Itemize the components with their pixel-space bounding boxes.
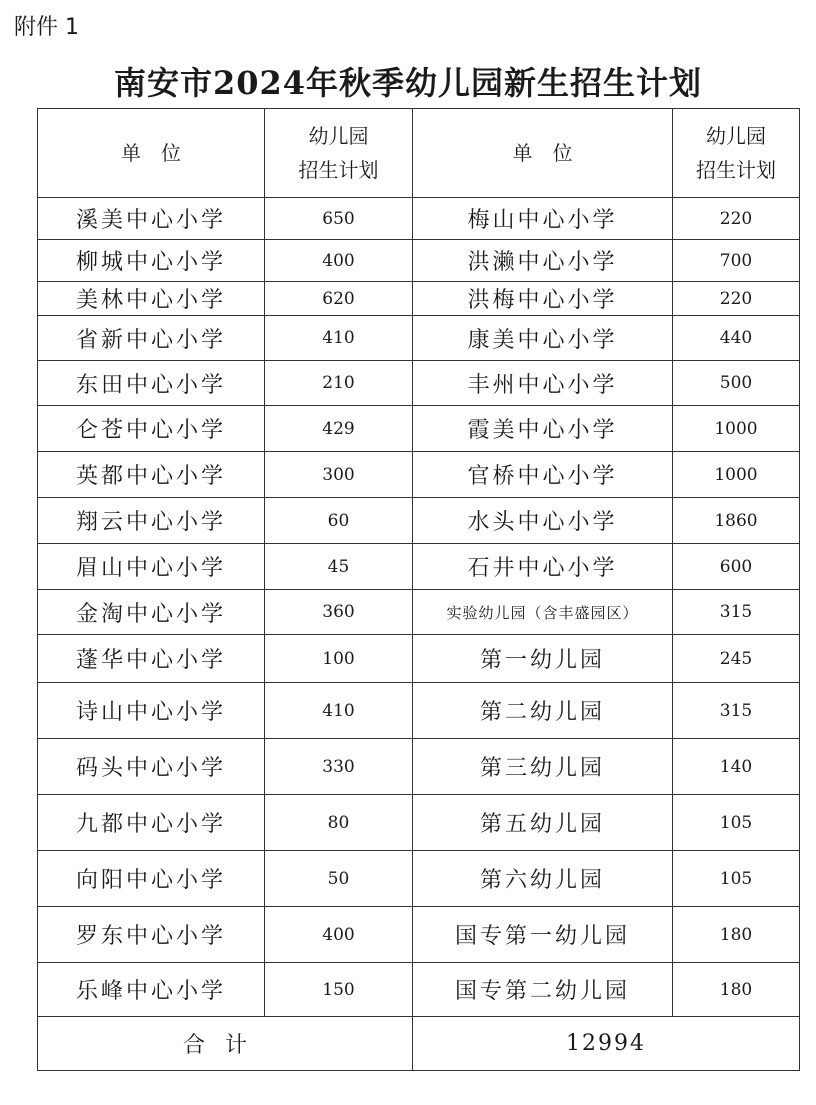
- right-unit-name: 第三幼儿园: [413, 739, 673, 795]
- table-row: [38, 240, 800, 282]
- right-unit-name: 洪梅中心小学: [413, 282, 673, 316]
- left-plan-value: 429: [265, 406, 413, 452]
- table-row: [38, 406, 800, 452]
- table-row: [38, 683, 800, 739]
- left-unit-name: 金淘中心小学: [38, 590, 265, 635]
- left-plan-value: 620: [265, 282, 413, 316]
- right-unit-name: 国专第一幼儿园: [413, 907, 673, 963]
- header-plan-line1: 幼儿园: [308, 124, 369, 148]
- right-unit-name: 水头中心小学: [413, 498, 673, 544]
- right-plan-value: 180: [673, 963, 800, 1017]
- left-plan-value: 50: [265, 851, 413, 907]
- left-plan-value: 100: [265, 635, 413, 683]
- left-plan-value: 60: [265, 498, 413, 544]
- right-plan-value: 220: [673, 282, 800, 316]
- right-plan-value: 180: [673, 907, 800, 963]
- left-unit-name: 蓬华中心小学: [38, 635, 265, 683]
- header-plan-right: [673, 109, 800, 198]
- left-unit-name: 省新中心小学: [38, 316, 265, 361]
- left-plan-value: 650: [265, 198, 413, 240]
- left-unit-name: 美林中心小学: [38, 282, 265, 316]
- right-unit-name: 官桥中心小学: [413, 452, 673, 498]
- right-unit-name: 第六幼儿园: [413, 851, 673, 907]
- enrollment-table: [37, 108, 800, 1071]
- left-unit-name: 向阳中心小学: [38, 851, 265, 907]
- right-unit-name: 洪濑中心小学: [413, 240, 673, 282]
- left-plan-value: 410: [265, 316, 413, 361]
- right-plan-value: 315: [673, 590, 800, 635]
- right-unit-name: 第二幼儿园: [413, 683, 673, 739]
- left-plan-value: 210: [265, 361, 413, 406]
- right-unit-name: 第五幼儿园: [413, 795, 673, 851]
- left-unit-name: 溪美中心小学: [38, 198, 265, 240]
- table-row: [38, 498, 800, 544]
- header-plan-line2: 招生计划: [298, 158, 379, 182]
- left-unit-name: 码头中心小学: [38, 739, 265, 795]
- right-plan-value: 105: [673, 795, 800, 851]
- right-plan-value: 1000: [673, 452, 800, 498]
- right-plan-value: 700: [673, 240, 800, 282]
- right-unit-name: 霞美中心小学: [413, 406, 673, 452]
- right-unit-name: 梅山中心小学: [413, 198, 673, 240]
- table-row: [38, 198, 800, 240]
- table-row: [38, 361, 800, 406]
- right-plan-value: 1000: [673, 406, 800, 452]
- table-row: [38, 907, 800, 963]
- total-label: 合计: [38, 1017, 413, 1071]
- header-unit-right: 单 位: [413, 109, 673, 198]
- right-unit-name: 实验幼儿园（含丰盛园区）: [413, 590, 673, 635]
- header-unit-left: 单 位: [38, 109, 265, 198]
- left-unit-name: 眉山中心小学: [38, 544, 265, 590]
- right-unit-name: 丰州中心小学: [413, 361, 673, 406]
- table-body: [38, 198, 800, 1017]
- left-plan-value: 330: [265, 739, 413, 795]
- table-row: [38, 963, 800, 1017]
- left-unit-name: 诗山中心小学: [38, 683, 265, 739]
- left-plan-value: 80: [265, 795, 413, 851]
- left-unit-name: 英都中心小学: [38, 452, 265, 498]
- left-unit-name: 柳城中心小学: [38, 240, 265, 282]
- right-plan-value: 105: [673, 851, 800, 907]
- right-plan-value: 1860: [673, 498, 800, 544]
- left-unit-name: 东田中心小学: [38, 361, 265, 406]
- page-title: 南安市2024年秋季幼儿园新生招生计划: [113, 64, 703, 102]
- right-plan-value: 245: [673, 635, 800, 683]
- right-plan-value: 600: [673, 544, 800, 590]
- left-plan-value: 400: [265, 907, 413, 963]
- right-unit-name: 石井中心小学: [413, 544, 673, 590]
- right-plan-value: 440: [673, 316, 800, 361]
- table-row: [38, 795, 800, 851]
- left-plan-value: 410: [265, 683, 413, 739]
- left-unit-name: 乐峰中心小学: [38, 963, 265, 1017]
- header-plan-left: [265, 109, 413, 198]
- right-unit-name: 国专第二幼儿园: [413, 963, 673, 1017]
- attachment-label: 附件 1: [14, 15, 79, 40]
- left-plan-value: 360: [265, 590, 413, 635]
- left-plan-value: 150: [265, 963, 413, 1017]
- header-row: [38, 109, 800, 198]
- table-row: [38, 590, 800, 635]
- left-plan-value: 45: [265, 544, 413, 590]
- table-row: [38, 851, 800, 907]
- left-unit-name: 罗东中心小学: [38, 907, 265, 963]
- table-row: [38, 316, 800, 361]
- table-row: [38, 544, 800, 590]
- header-plan-line2: 招生计划: [696, 158, 776, 182]
- right-unit-name: 第一幼儿园: [413, 635, 673, 683]
- left-unit-name: 翔云中心小学: [38, 498, 265, 544]
- table-row: [38, 739, 800, 795]
- left-plan-value: 400: [265, 240, 413, 282]
- header-plan-line1: 幼儿园: [706, 124, 766, 148]
- table-row: [38, 452, 800, 498]
- left-unit-name: 仑苍中心小学: [38, 406, 265, 452]
- right-plan-value: 140: [673, 739, 800, 795]
- right-plan-value: 315: [673, 683, 800, 739]
- left-unit-name: 九都中心小学: [38, 795, 265, 851]
- table-row: [38, 282, 800, 316]
- total-value: 12994: [413, 1017, 800, 1071]
- table-row: [38, 635, 800, 683]
- right-plan-value: 220: [673, 198, 800, 240]
- right-unit-name: 康美中心小学: [413, 316, 673, 361]
- left-plan-value: 300: [265, 452, 413, 498]
- right-plan-value: 500: [673, 361, 800, 406]
- total-row: [38, 1017, 800, 1071]
